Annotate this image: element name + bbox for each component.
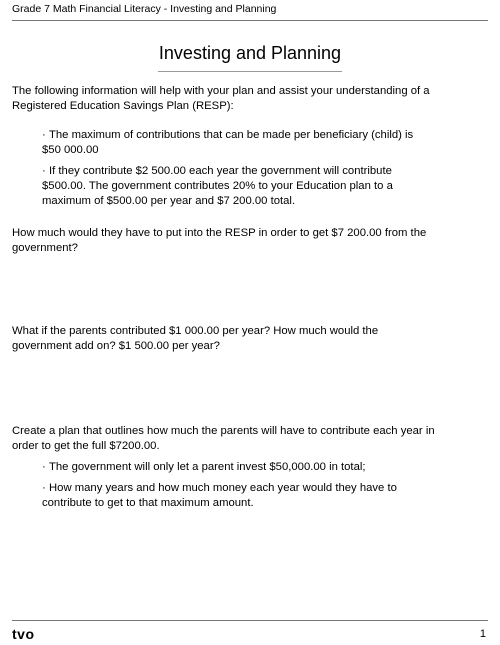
intro-paragraph: The following information will help with your plan and assist your understanding of a Registered Education Savings Plan (RESP): [12,85,430,112]
bullet-dot-icon: · [42,482,46,494]
page-header [12,2,488,21]
tvo-logo: tvo [12,626,35,642]
footer-divider [12,620,488,621]
question-parent-contribution: What if the parents contributed $1 000.00 per year? How much would the government add on? $1 500.00 per year? [12,325,379,352]
plan-instructions: Create a plan that outlines how much the parents will have to contribute each year in order to get the full $7200.00. [12,425,435,452]
header-text: Grade 7 Math Financial Literacy - Investing and Planning [12,3,277,15]
bullet-government-contribution: · If they contribute $2 500.00 each year the government will contribute $500.00. The government contributes 20% to your Education plan to a maximum of $500.00 per year and $7 200.00 total. [42,165,393,207]
page-title: Investing and Planning [158,43,342,63]
title-divider [158,71,342,72]
bullet-dot-icon: · [42,165,46,177]
bullet-invest-limit: · The government will only let a parent invest $50,000.00 in total; [42,461,366,473]
page-number: 1 [479,628,486,640]
bullet-dot-icon: · [42,461,46,473]
question-resp-amount: How much would they have to put into the RESP in order to get $7 200.00 from the government? [12,227,427,254]
bullet-max-contribution: · The maximum of contributions that can be made per beneficiary (child) is $50 000.00 [42,129,414,156]
bullet-dot-icon: · [42,129,46,141]
bullet-years-question: · How many years and how much money each year would they have to contribute to get to that maximum amount. [42,482,397,509]
